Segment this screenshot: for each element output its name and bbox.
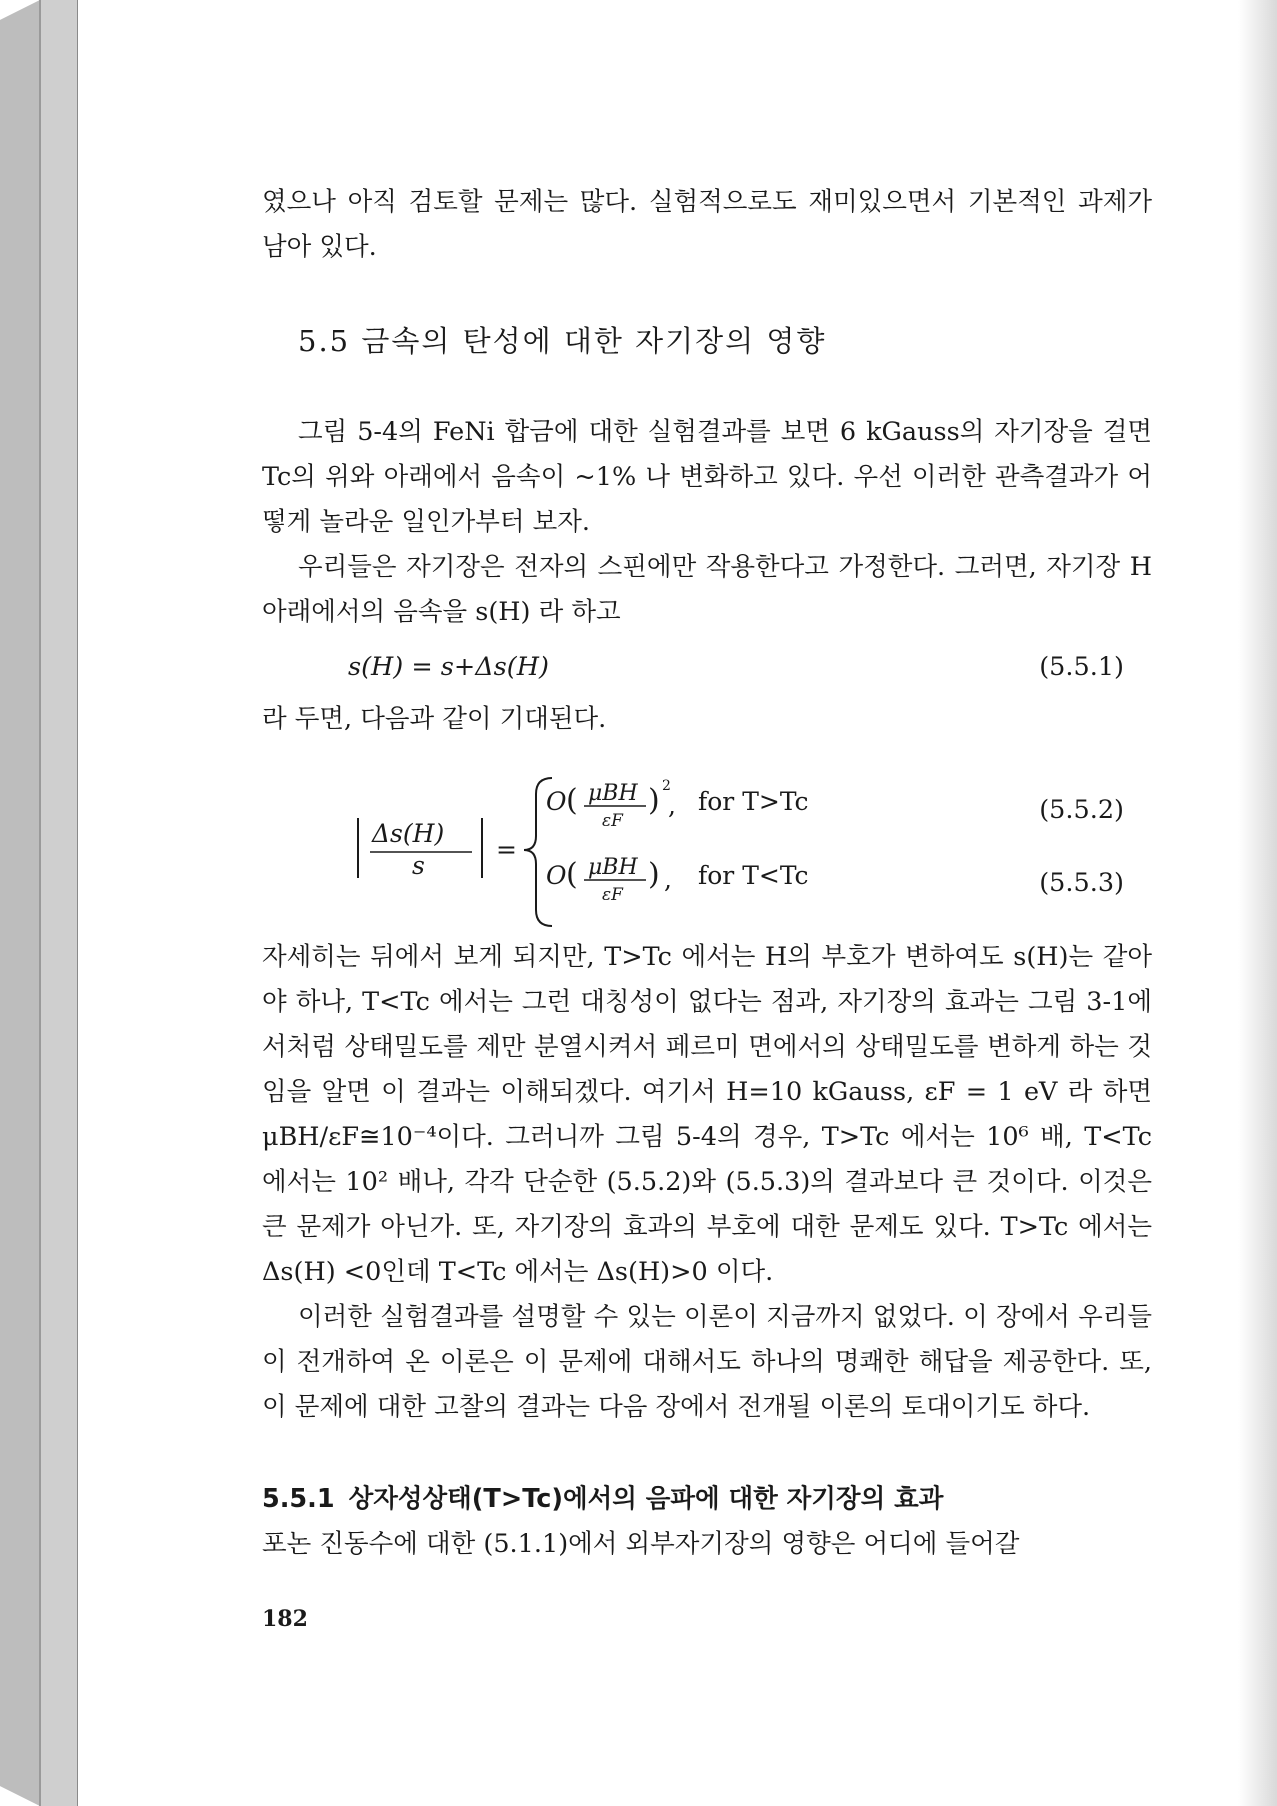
svg-text:,: , — [664, 865, 672, 894]
equation-expression: s(H) = s+Δs(H) — [348, 652, 549, 682]
equation-5-5-2-3 — [262, 760, 1152, 935]
equation-number-5-5-2: (5.5.2) — [1039, 795, 1124, 825]
page-text — [262, 180, 1152, 1642]
case2-frac-num: μBH — [588, 855, 638, 880]
book-spine — [0, 0, 80, 1806]
svg-text:O: O — [546, 787, 567, 816]
svg-text:,: , — [668, 791, 676, 820]
case1-condition: for T>Tc — [698, 787, 809, 816]
subsection-title: 상자성상태(T>Tc)에서의 음파에 대한 자기장의 효과 — [348, 1484, 944, 1514]
paragraph-3: 라 두면, 다음과 같이 기대된다. — [262, 704, 607, 734]
case2-condition: for T<Tc — [698, 861, 809, 890]
lhs-denominator: s — [412, 851, 425, 880]
svg-text:): ) — [648, 857, 660, 892]
equation-number-5-5-3: (5.5.3) — [1039, 868, 1124, 898]
lhs-numerator: Δs(H) — [372, 819, 445, 848]
paragraph-intro: 였으나 아직 검토할 문제는 많다. 실험적으로도 재미있으면서 기본적인 과제가 남아 있다. — [262, 187, 1152, 262]
subsection-number: 5.5.1 — [262, 1484, 335, 1514]
page-edge-shadow — [1238, 0, 1277, 1806]
svg-text:(: ( — [566, 857, 578, 892]
svg-text:2: 2 — [662, 778, 671, 794]
section-heading: 5.5 금속의 탄성에 대한 자기장의 영향 — [298, 324, 827, 358]
equation-5-5-1 — [262, 635, 1152, 697]
paragraph-5: 이러한 실험결과를 설명할 수 있는 이론이 지금까지 없었다. 이 장에서 우리들이 전개하여 온 이론은 이 문제에 대해서도 하나의 명쾌한 해답을 제공한다. 또, 이 문제에 대한 고찰의 결과는 다음 장에서 전개될 이론의 토대이기도 하다. — [262, 1302, 1152, 1422]
paragraph-1: 그림 5-4의 FeNi 합금에 대한 실험결과를 보면 6 kGauss의 자기장을 걸면 Tc의 위와 아래에서 음속이 ~1% 나 변화하고 있다. 우선 이러한 관측결과가 어떻게 놀라운 일인가부터 보자. — [262, 417, 1152, 537]
svg-text:O: O — [546, 861, 567, 890]
subsection-heading — [262, 1477, 1152, 1522]
equation-number: (5.5.1) — [1039, 652, 1124, 682]
paragraph-4: 자세히는 뒤에서 보게 되지만, T>Tc 에서는 H의 부호가 변하여도 s(H)는 같아야 하나, T<Tc 에서는 그런 대칭성이 없다는 점과, 자기장의 효과는 그림 3-1에서처럼 상태밀도를 제만 분열시켜서 페르미 면에서의 상태밀도를 변하게 하는 것임을 알면 이 결과는 이해되겠다. 여기서 H=10 kGauss, εF = 1 eV 라 하면 μBH/εF≅10⁻⁴이다. 그러니까 그림 5-4의 경우, T>Tc 에서는 10⁶ 배, T<Tc 에서는 10² 배나, 각각 단순한 (5.5.2)와 (5.5.3)의 결과보다 큰 것이다. 이것은 큰 문제가 아닌가. 또, 자기장의 효과의 부호에 대한 문제도 있다. T>Tc 에서는 Δs(H) <0인데 T<Tc 에서는 Δs(H)>0 이다. — [262, 942, 1152, 1287]
case2-frac-den: εF — [602, 885, 623, 905]
svg-text:(: ( — [566, 783, 578, 818]
equation-graphic — [262, 760, 882, 935]
svg-text:): ) — [648, 783, 660, 818]
case1-frac-num: μBH — [588, 781, 638, 806]
page-number: 182 — [262, 1606, 308, 1632]
svg-text:=: = — [496, 835, 517, 864]
paragraph-6: 포논 진동수에 대한 (5.1.1)에서 외부자기장의 영향은 어디에 들어갈 — [262, 1529, 1020, 1559]
paragraph-2: 우리들은 자기장은 전자의 스핀에만 작용한다고 가정한다. 그러면, 자기장 H 아래에서의 음속을 s(H) 라 하고 — [262, 552, 1152, 627]
case1-frac-den: εF — [602, 811, 623, 831]
